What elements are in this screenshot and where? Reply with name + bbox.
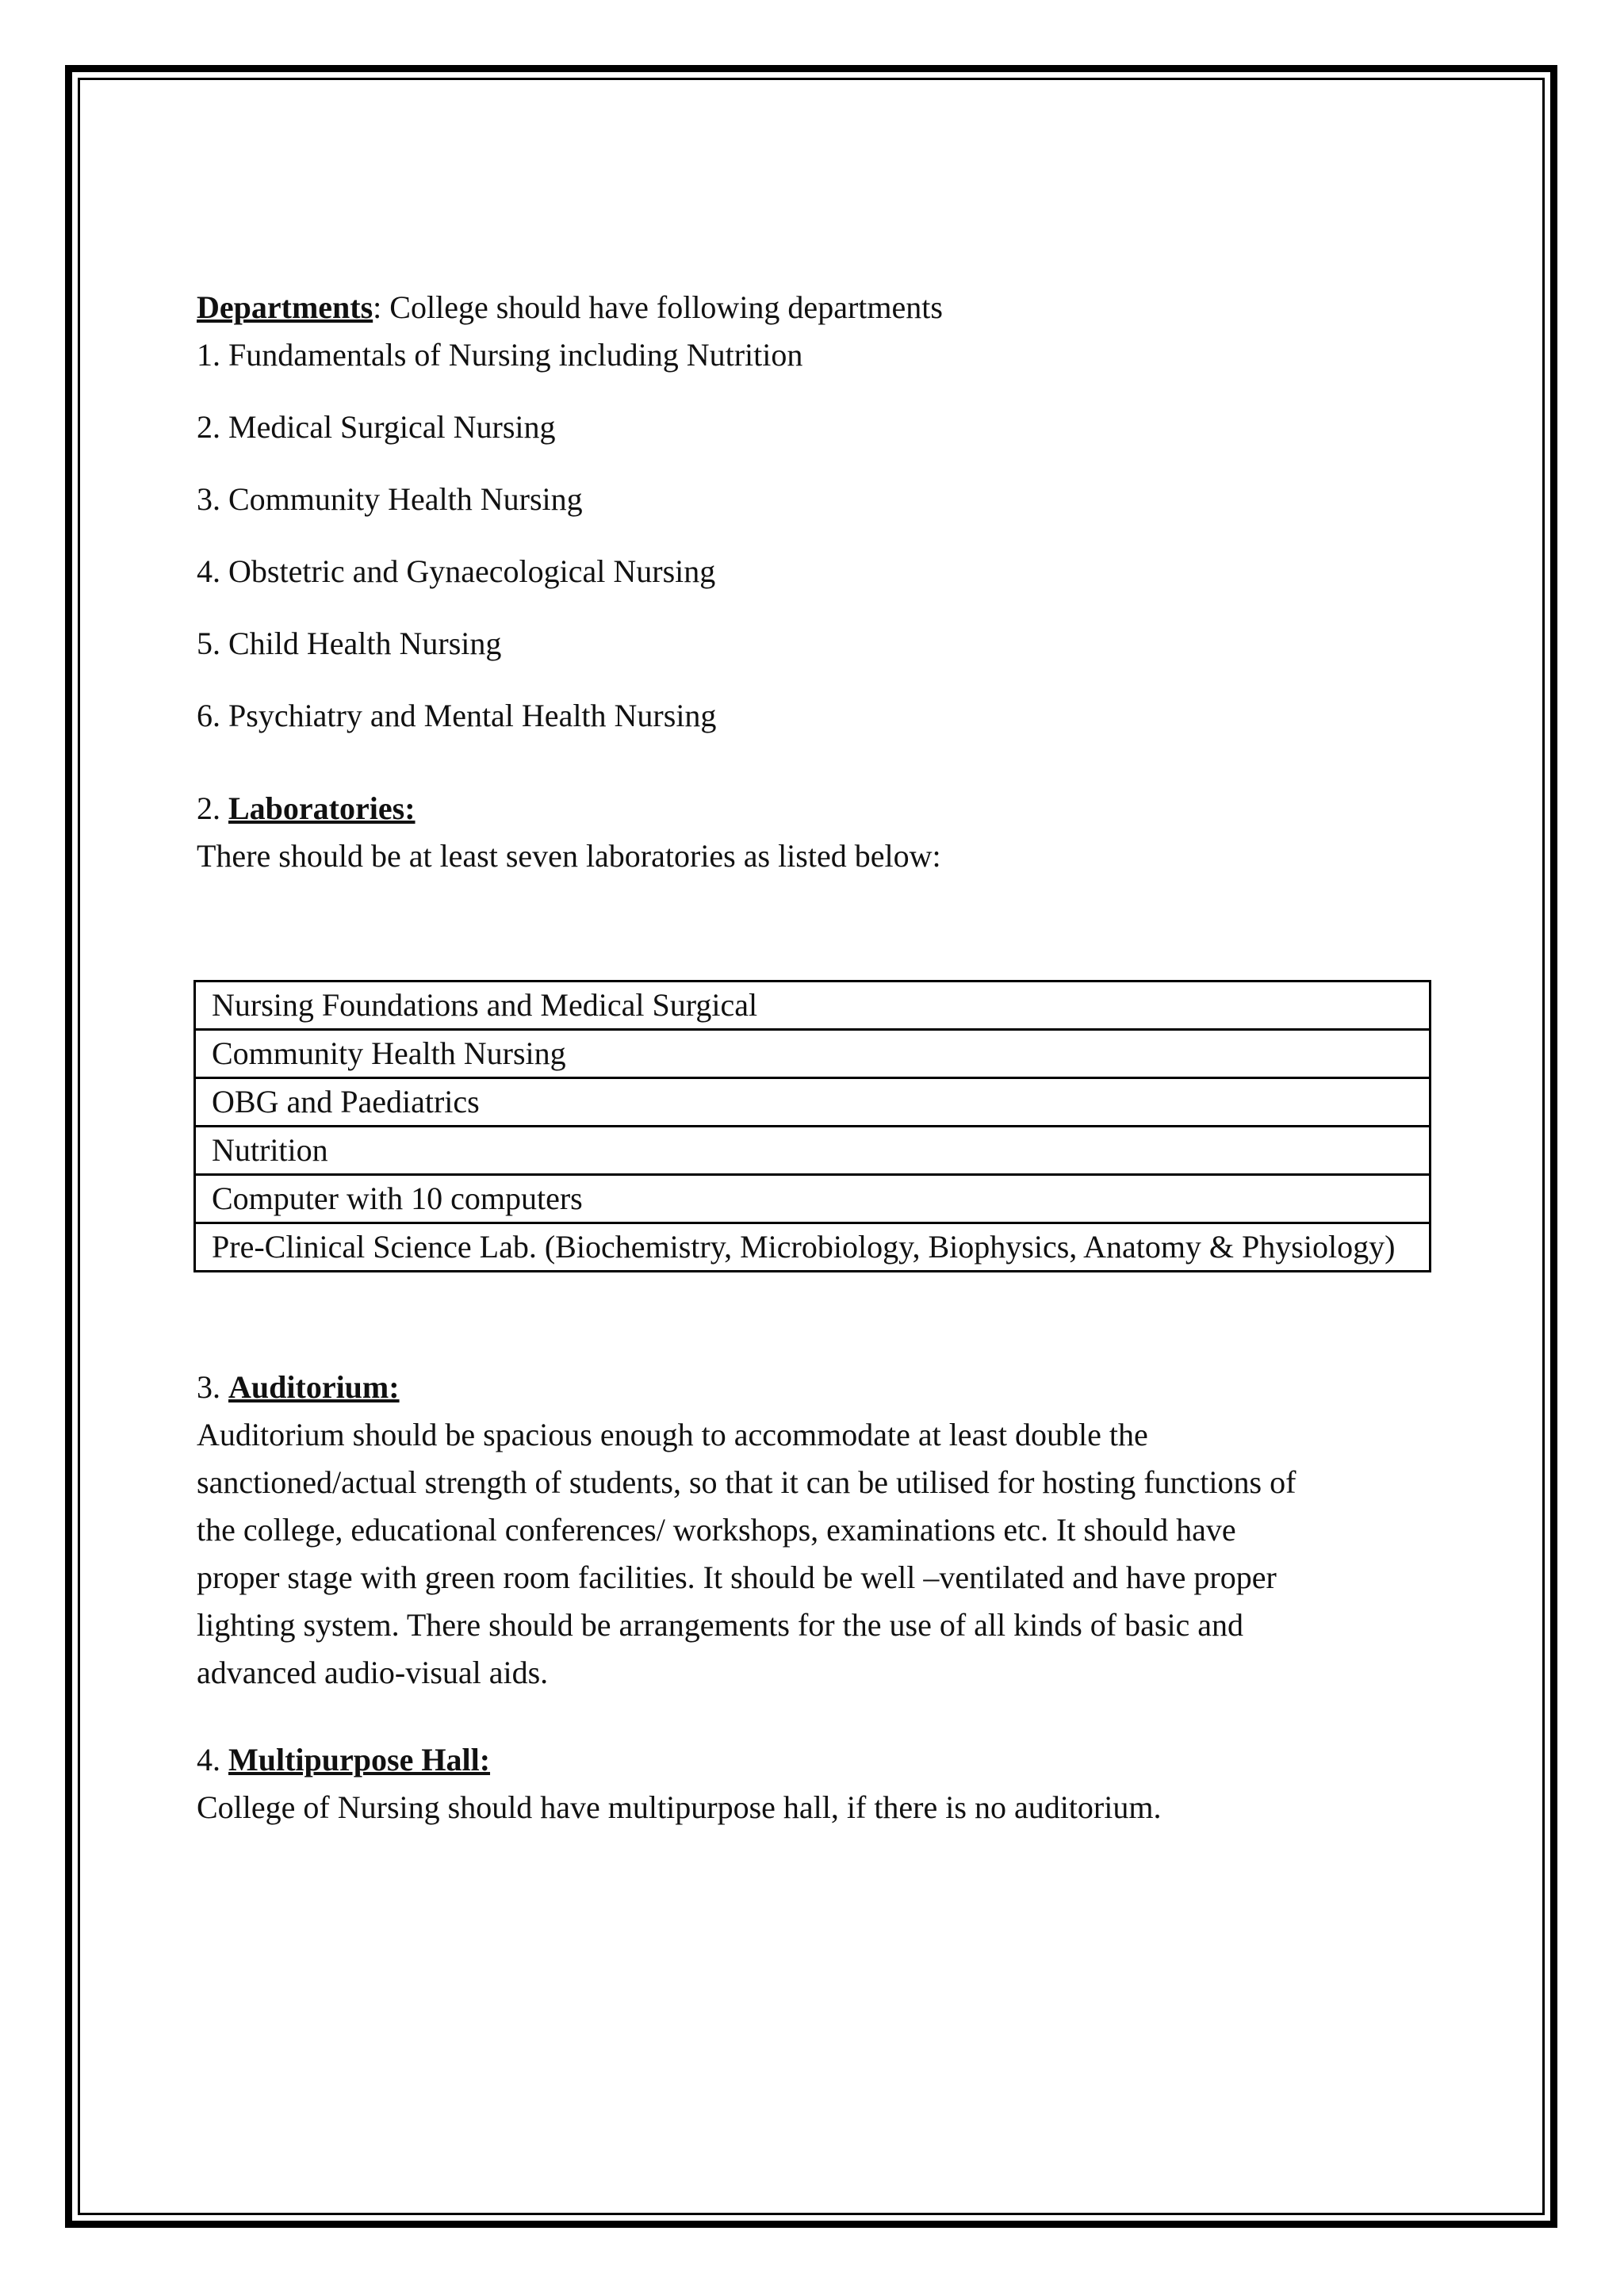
laboratories-table — [193, 980, 1431, 1272]
auditorium-paragraph-line: lighting system. There should be arrangements for the use of all kinds of basic and — [197, 1607, 1244, 1643]
multipurpose-number: 4. — [197, 1742, 228, 1777]
department-item: 4. Obstetric and Gynaecological Nursing — [197, 553, 716, 589]
multipurpose-text: College of Nursing should have multipurpose hall, if there is no auditorium. — [197, 1789, 1162, 1825]
laboratories-title-line — [197, 785, 1450, 832]
table-cell: Nutrition — [195, 1127, 1431, 1175]
auditorium-paragraph-line: Auditorium should be spacious enough to accommodate at least double the — [197, 1417, 1148, 1452]
laboratories-section — [197, 785, 1450, 880]
auditorium-paragraph-line: advanced audio-visual aids. — [197, 1655, 549, 1690]
department-item: 5. Child Health Nursing — [197, 626, 502, 661]
department-item: 6. Psychiatry and Mental Health Nursing — [197, 698, 717, 733]
auditorium-section — [197, 1364, 1450, 1697]
multipurpose-section — [197, 1736, 1450, 1831]
department-item: 3. Community Health Nursing — [197, 481, 583, 517]
laboratories-heading: Laboratories: — [228, 790, 416, 826]
department-item: 2. Medical Surgical Nursing — [197, 409, 556, 445]
departments-heading: Departments — [197, 289, 373, 325]
multipurpose-heading: Multipurpose Hall: — [228, 1742, 491, 1777]
table-cell: OBG and Paediatrics — [195, 1078, 1431, 1127]
table-row — [195, 1127, 1431, 1175]
department-item: 1. Fundamentals of Nursing including Nutrition — [197, 337, 803, 373]
departments-title-line — [197, 284, 1434, 331]
auditorium-paragraph-line: sanctioned/actual strength of students, so that it can be utilised for hosting functions of — [197, 1464, 1297, 1500]
departments-section — [197, 284, 1434, 764]
table-cell: Computer with 10 computers — [195, 1175, 1431, 1223]
auditorium-paragraph-line: proper stage with green room facilities. It should be well –ventilated and have proper — [197, 1559, 1277, 1595]
table-row — [195, 982, 1431, 1030]
auditorium-number: 3. — [197, 1369, 228, 1405]
auditorium-paragraph-line: the college, educational conferences/ workshops, examinations etc. It should have — [197, 1512, 1236, 1548]
auditorium-heading: Auditorium: — [228, 1369, 400, 1405]
departments-intro: : College should have following departments — [373, 289, 943, 325]
table-row — [195, 1223, 1431, 1272]
table-row — [195, 1078, 1431, 1127]
table-row — [195, 1030, 1431, 1078]
table-cell: Community Health Nursing — [195, 1030, 1431, 1078]
auditorium-title-line — [197, 1364, 1450, 1411]
table-cell: Nursing Foundations and Medical Surgical — [195, 982, 1431, 1030]
laboratories-number: 2. — [197, 790, 228, 826]
table-row — [195, 1175, 1431, 1223]
laboratories-intro: There should be at least seven laboratories as listed below: — [197, 838, 941, 874]
multipurpose-title-line — [197, 1736, 1450, 1784]
table-cell: Pre-Clinical Science Lab. (Biochemistry, Microbiology, Biophysics, Anatomy & Physiology) — [195, 1223, 1431, 1272]
